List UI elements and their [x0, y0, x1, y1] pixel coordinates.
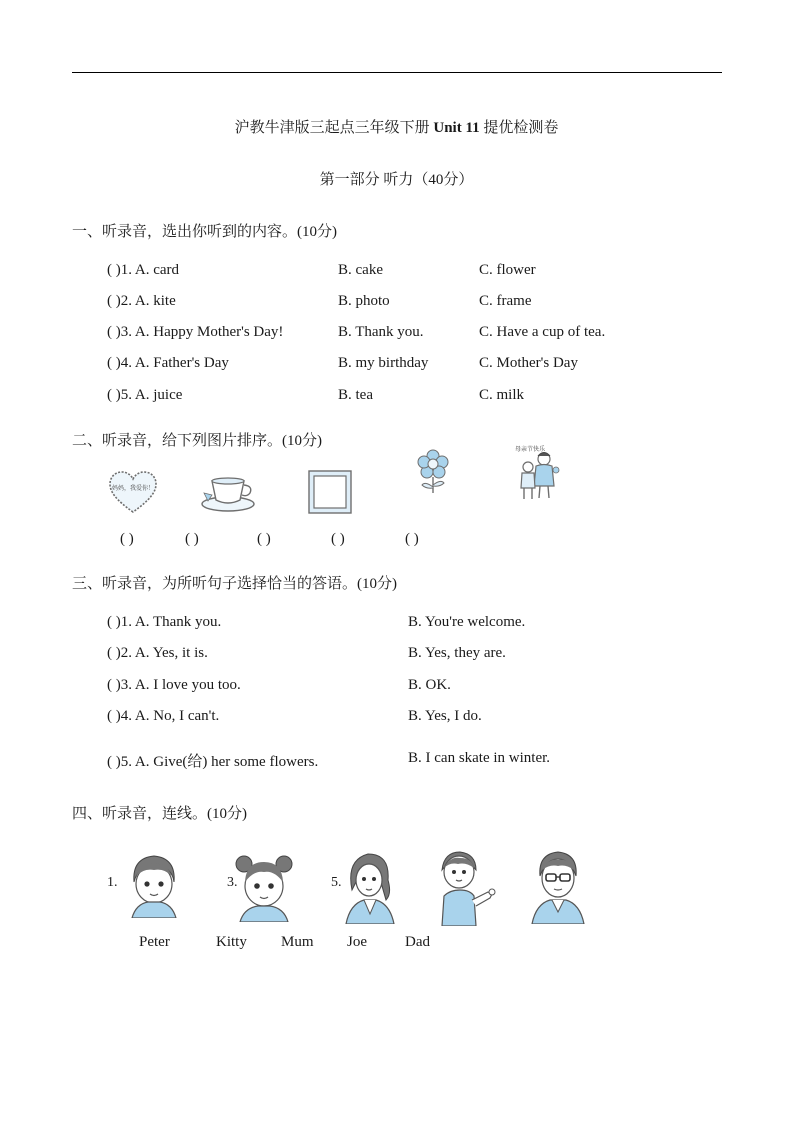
item-question: ( )2. A. kite [107, 293, 176, 309]
section3-heading: 三、听录音，为所听句子选择恰当的答语。(10分) [72, 576, 397, 592]
person-name[interactable]: Dad [405, 934, 430, 950]
person-name[interactable]: Mum [281, 934, 314, 950]
mother-child-icon [508, 442, 568, 502]
part-title: 第一部分 听力（40分） [319, 172, 474, 188]
frame-icon [307, 469, 353, 515]
match-number: 1. [107, 875, 118, 890]
item-question: ( )1. A. card [107, 262, 180, 278]
section2-heading: 二、听录音，给下列图片排序。(10分) [72, 433, 322, 449]
banner-text: 母亲节快乐 [514, 446, 546, 453]
match-number: 5. [331, 875, 342, 890]
option-a: ( )4. A. No, I can't. [107, 708, 220, 724]
title-unit: Unit 11 [433, 120, 480, 136]
person-name[interactable]: Joe [347, 934, 367, 950]
heart-card-icon [108, 470, 158, 516]
flower-icon [413, 447, 453, 495]
item-question: ( )5. A. juice [107, 387, 183, 403]
option-a: ( )3. A. I love you too. [107, 677, 241, 693]
page-title [0, 116, 793, 137]
teacup-icon [200, 473, 256, 513]
option-c: C. Have a cup of tea. [479, 324, 606, 340]
person-name[interactable]: Kitty [216, 934, 247, 950]
option-b: B. photo [338, 293, 390, 309]
option-b: B. I can skate in winter. [408, 750, 551, 766]
item-question: ( )4. A. Father's Day [107, 355, 229, 371]
woman-icon [342, 850, 398, 924]
item-question: ( )3. A. Happy Mother's Day! [107, 324, 284, 340]
option-a: ( )1. A. Thank you. [107, 614, 222, 630]
option-b: B. tea [338, 387, 373, 403]
option-c: C. milk [479, 387, 525, 403]
title-suffix: 提优检测卷 [479, 120, 559, 136]
boy-pointing-icon [434, 850, 498, 926]
order-blank[interactable]: ( ) [257, 531, 271, 547]
option-b: B. Yes, they are. [408, 645, 506, 661]
title-prefix: 沪教牛津版三起点三年级下册 [234, 120, 434, 136]
option-b: B. my birthday [338, 355, 429, 371]
person-name[interactable]: Peter [139, 934, 170, 950]
section4-heading: 四、听录音，连线。(10分) [72, 806, 247, 822]
card-text: 妈妈，我爱你！ [111, 485, 155, 492]
order-blank[interactable]: ( ) [120, 531, 134, 547]
option-a: ( )2. A. Yes, it is. [107, 645, 208, 661]
option-c: C. flower [479, 262, 536, 278]
option-a: ( )5. A. Give(给) her some flowers. [107, 754, 319, 770]
option-b: B. OK. [408, 677, 451, 693]
option-c: C. frame [479, 293, 532, 309]
order-blank[interactable]: ( ) [405, 531, 419, 547]
option-b: B. cake [338, 262, 383, 278]
header-rule [72, 72, 722, 73]
order-blank[interactable]: ( ) [185, 531, 199, 547]
match-number: 3. [227, 875, 238, 890]
section1-heading: 一、听录音，选出你听到的内容。(10分) [72, 224, 337, 240]
boy-icon [126, 852, 182, 918]
option-b: B. Yes, I do. [408, 708, 482, 724]
man-glasses-icon [530, 850, 586, 924]
order-blank[interactable]: ( ) [331, 531, 345, 547]
option-b: B. Thank you. [338, 324, 424, 340]
option-c: C. Mother's Day [479, 355, 578, 371]
option-b: B. You're welcome. [408, 614, 526, 630]
girl-icon [232, 852, 296, 922]
